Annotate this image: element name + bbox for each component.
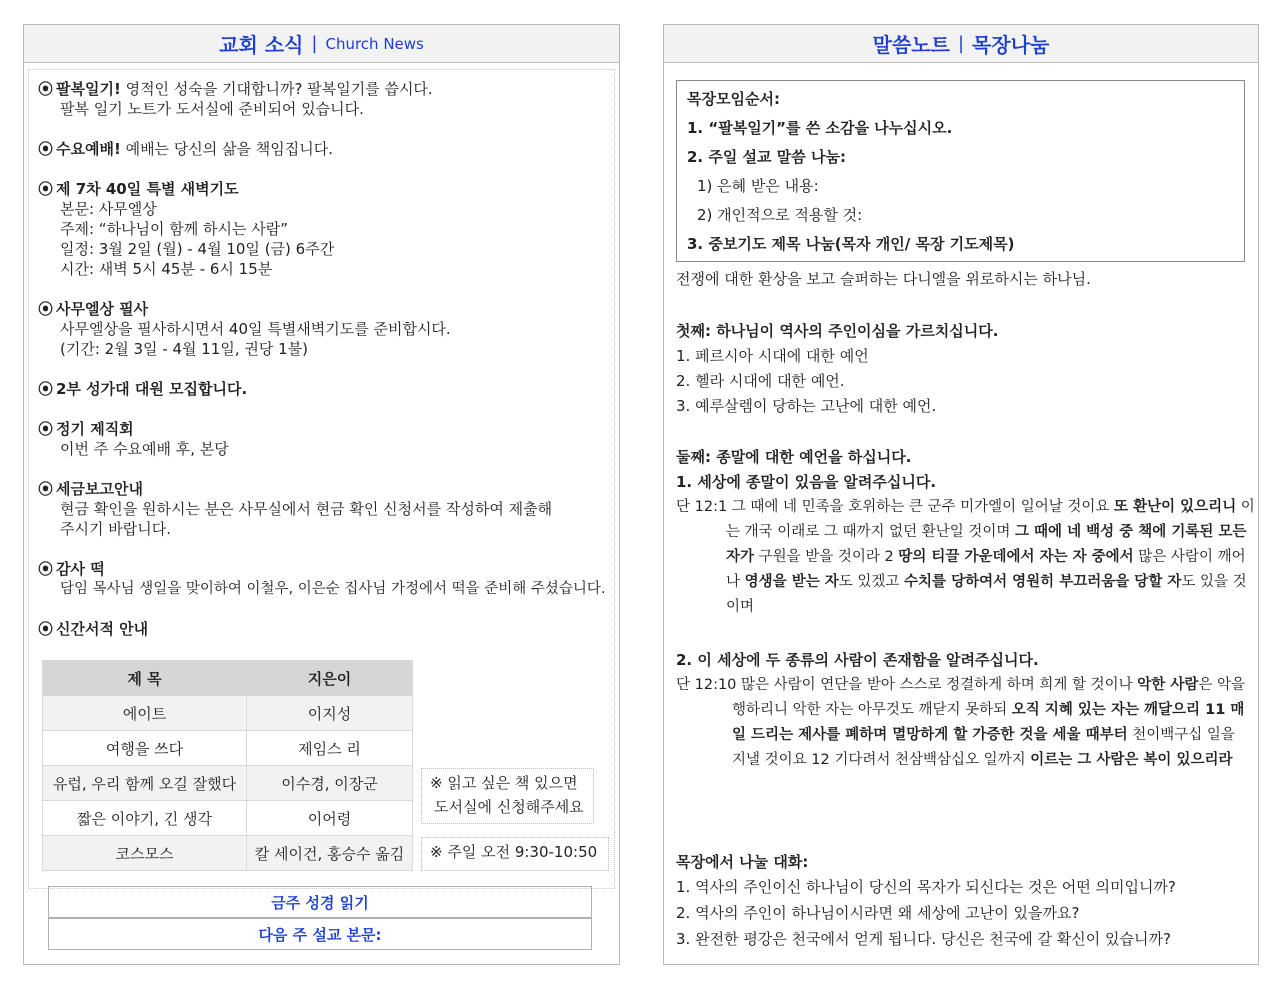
verse-text: 천이백구십 일을: [1127, 727, 1235, 743]
order-item: 1. “팔복일기”를 쓴 소감을 나누십시오.: [687, 119, 953, 137]
verse-daniel-12-10: [676, 673, 1251, 773]
verse-emphasis: 수치를 당하여서 영원히 부끄러움을 당할 자: [904, 574, 1182, 590]
table-row: [43, 731, 413, 766]
new-books-table: [42, 660, 413, 871]
news-item-council: [38, 419, 613, 459]
news-title: 정기 제직회: [56, 420, 134, 438]
book-title: 짧은 이야기, 긴 생각: [43, 801, 247, 836]
news-line: 본문: 사무엘상: [60, 200, 157, 218]
first-point-title: 첫째: 하나님이 역사의 주인이심을 가르치십니다.: [676, 322, 999, 340]
table-header-row: [43, 661, 413, 696]
verse-emphasis: 일 드리는 제사를 폐하며 멸망하게 할 가증한 것을 세울 때부터: [732, 727, 1128, 743]
first-point-item: 1. 페르시아 시대에 대한 예언: [676, 347, 869, 365]
verse-emphasis: 이르는 그 사람은 복이 있으리라: [1030, 752, 1233, 768]
verse-text: 나: [726, 574, 745, 590]
news-title: 제 7차 40일 특별 새벽기도: [56, 180, 239, 198]
verse-text: 도 있겠고: [838, 574, 905, 590]
news-item-dawn-prayer: [38, 179, 613, 279]
news-title-rest: 예배는 당신의 삶을 책임집니다.: [120, 140, 334, 158]
second-point-sub: 1. 세상에 종말이 있음을 알려주십니다.: [676, 473, 937, 491]
verse-text: 단 12:10 많은 사람이 연단을 받아 스스로 정결하게 하며 희게 할 것이나: [676, 677, 1138, 693]
bullet-icon: ⦿: [38, 180, 54, 198]
discussion-question: 3. 완전한 평강은 천국에서 얻게 됩니다. 당신은 천국에 갈 확신이 있습니까?: [676, 930, 1171, 948]
news-line: 현금 확인을 원하시는 분은 사무실에서 현금 확인 신청서를 작성하여 제출해: [60, 500, 553, 518]
news-line: (기간: 2월 3일 - 4월 11일, 권당 1불): [60, 340, 308, 358]
news-title: 감사 떡: [56, 560, 105, 578]
book-title: 에이트: [43, 696, 247, 731]
news-line: 사무엘상을 필사하시면서 40일 특별새벽기도를 준비합시다.: [60, 320, 451, 338]
table-row: [43, 836, 413, 871]
bullet-icon: ⦿: [38, 620, 54, 638]
news-item-rice-cake: [38, 559, 613, 599]
table-header-author: 지은이: [247, 661, 413, 696]
order-subitem: 1) 은혜 받은 내용:: [697, 177, 819, 195]
bullet-icon: ⦿: [38, 380, 54, 398]
church-news-panel: [23, 24, 620, 965]
bullet-icon: ⦿: [38, 560, 54, 578]
bullet-icon: ⦿: [38, 480, 54, 498]
news-item-tax: [38, 479, 613, 539]
book-author: 이어령: [247, 801, 413, 836]
church-news-header: [24, 25, 619, 63]
order-subitem: 2) 개인적으로 적용할 것:: [697, 206, 863, 224]
table-header-title: 제 목: [43, 661, 247, 696]
discussion-question: 2. 역사의 주인이 하나님이시라면 왜 세상에 고난이 있을까요?: [676, 904, 1080, 922]
second-point-sub: 2. 이 세상에 두 종류의 사람이 존재함을 알려주십니다.: [676, 651, 1039, 669]
book-author: 칼 세이건, 홍승수 옮김: [247, 836, 413, 871]
verse-text: 많은 사람이 깨어: [1133, 549, 1246, 565]
verse-emphasis: 오직 지혜 있는 자는 깨달으리 11 매: [1011, 702, 1245, 718]
book-author: 제임스 리: [247, 731, 413, 766]
verse-emphasis: 땅의 티끌 가운데에서 자는 자 중에서: [898, 549, 1134, 565]
book-title: 코스모스: [43, 836, 247, 871]
church-news-subtitle: Church News: [325, 34, 424, 53]
bible-reading-box: [48, 886, 592, 918]
table-row: [43, 801, 413, 836]
verse-emphasis: 영생을 받는 자: [744, 574, 839, 590]
second-point-title: 둘째: 종말에 대한 예언을 하십니다.: [676, 448, 912, 466]
news-title: 2부 성가대 대원 모집합니다.: [56, 380, 248, 398]
table-row: [43, 766, 413, 801]
book-author: 이수경, 이장군: [247, 766, 413, 801]
book-author: 이지성: [247, 696, 413, 731]
church-news-title: 교회 소식: [219, 33, 304, 57]
verse-text: 은 악을: [1198, 677, 1245, 693]
verse-emphasis: 또 환난이 있으리니: [1114, 499, 1237, 515]
verse-text: 지낼 것이요 12 기다려서 천삼백삼십오 일까지: [732, 752, 1031, 768]
news-title: 세금보고안내: [56, 480, 143, 498]
book-request-line: 도서실에 신청해주세요: [434, 798, 584, 816]
verse-daniel-12-1: [676, 495, 1255, 620]
discussion-title: 목장에서 나눌 대화:: [676, 853, 809, 871]
news-title: 신간서적 안내: [56, 620, 149, 638]
news-title: 사무엘상 필사: [56, 300, 149, 318]
sermon-notes: [676, 25, 1255, 965]
discussion-question: 1. 역사의 주인이신 하나님이 당신의 목자가 되신다는 것은 어떤 의미입니까?: [676, 878, 1176, 896]
verse-text: 단 12:1 그 때에 네 민족을 호위하는 큰 군주 미가엘이 일어날 것이요: [676, 499, 1115, 515]
news-title: 수요예배!: [56, 140, 121, 158]
news-line: 일정: 3월 2일 (월) - 4월 10일 (금) 6주간: [60, 240, 335, 258]
news-title: 팔복일기!: [56, 80, 121, 98]
news-line: 팔복 일기 노트가 도서실에 준비되어 있습니다.: [60, 100, 364, 118]
news-line: 담임 목사님 생일을 맞이하여 이철우, 이은순 집사님 가정에서 떡을 준비해 주셨습니다.: [60, 581, 606, 597]
news-line: 주시기 바랍니다.: [60, 520, 171, 538]
bullet-icon: ⦿: [38, 300, 54, 318]
library-hours-text: ※ 주일 오전 9:30-10:50: [430, 843, 598, 861]
library-hours-note: [421, 837, 609, 871]
next-sermon-box: [48, 918, 592, 950]
verse-text: 구원을 받을 것이라 2: [754, 549, 899, 565]
bullet-icon: ⦿: [38, 80, 54, 98]
order-item: 3. 중보기도 제목 나눔(목자 개인/ 목장 기도제목): [687, 235, 1015, 253]
verse-emphasis: 자가: [726, 549, 755, 565]
verse-text: 이: [1236, 499, 1255, 515]
next-sermon-label: 다음 주 설교 본문:: [258, 925, 382, 944]
book-request-line: ※ 읽고 싶은 책 있으면: [430, 774, 578, 792]
verse-text: 이며: [726, 599, 755, 615]
order-title: 목장모임순서:: [687, 90, 780, 108]
verse-text: 도 있을 것: [1181, 574, 1247, 590]
book-title: 여행을 쓰다: [43, 731, 247, 766]
cell-sharing-title: 목장나눔: [972, 33, 1050, 57]
sermon-note-panel: [663, 24, 1259, 965]
table-row: [43, 696, 413, 731]
news-item-choir: [38, 379, 613, 399]
sermon-note-title: 말씀노트: [872, 33, 950, 57]
verse-text: 는 개국 이래로 그 때까지 없던 환난일 것이며: [726, 524, 1015, 540]
bullet-icon: ⦿: [38, 420, 54, 438]
news-line: 시간: 새벽 5시 45분 - 6시 15분: [60, 260, 273, 278]
news-item-new-books: [38, 619, 613, 639]
first-point-item: 2. 헬라 시대에 대한 예언.: [676, 372, 845, 390]
verse-emphasis: 악한 사람: [1137, 677, 1199, 693]
verse-emphasis: 그 때에 네 백성 중 책에 기록된 모든: [1015, 524, 1247, 540]
news-line: 이번 주 수요예배 후, 본당: [60, 440, 229, 458]
news-item-transcription: [38, 299, 613, 359]
news-item-diary: [38, 79, 613, 119]
verse-text: 행하리니 악한 자는 아무것도 깨닫지 못하되: [732, 702, 1012, 718]
order-item: 2. 주일 설교 말씀 나눔:: [687, 148, 846, 166]
bullet-icon: ⦿: [38, 140, 54, 158]
news-item-wednesday: [38, 139, 613, 159]
book-title: 유럽, 우리 함께 오길 잘했다: [43, 766, 247, 801]
book-request-note: [421, 768, 594, 824]
sermon-intro: 전쟁에 대한 환상을 보고 슬퍼하는 다니엘을 위로하시는 하나님.: [676, 270, 1091, 288]
news-line: 주제: “하나님이 함께 하시는 사람”: [60, 220, 289, 238]
news-title-rest: 영적인 성숙을 기대합니까? 팔복일기를 씁시다.: [120, 80, 433, 98]
header-separator: |: [311, 33, 318, 54]
first-point-item: 3. 예루살렘이 당하는 고난에 대한 예언.: [676, 397, 937, 415]
bible-reading-label: 금주 성경 읽기: [271, 893, 369, 912]
header-separator: |: [957, 33, 965, 54]
